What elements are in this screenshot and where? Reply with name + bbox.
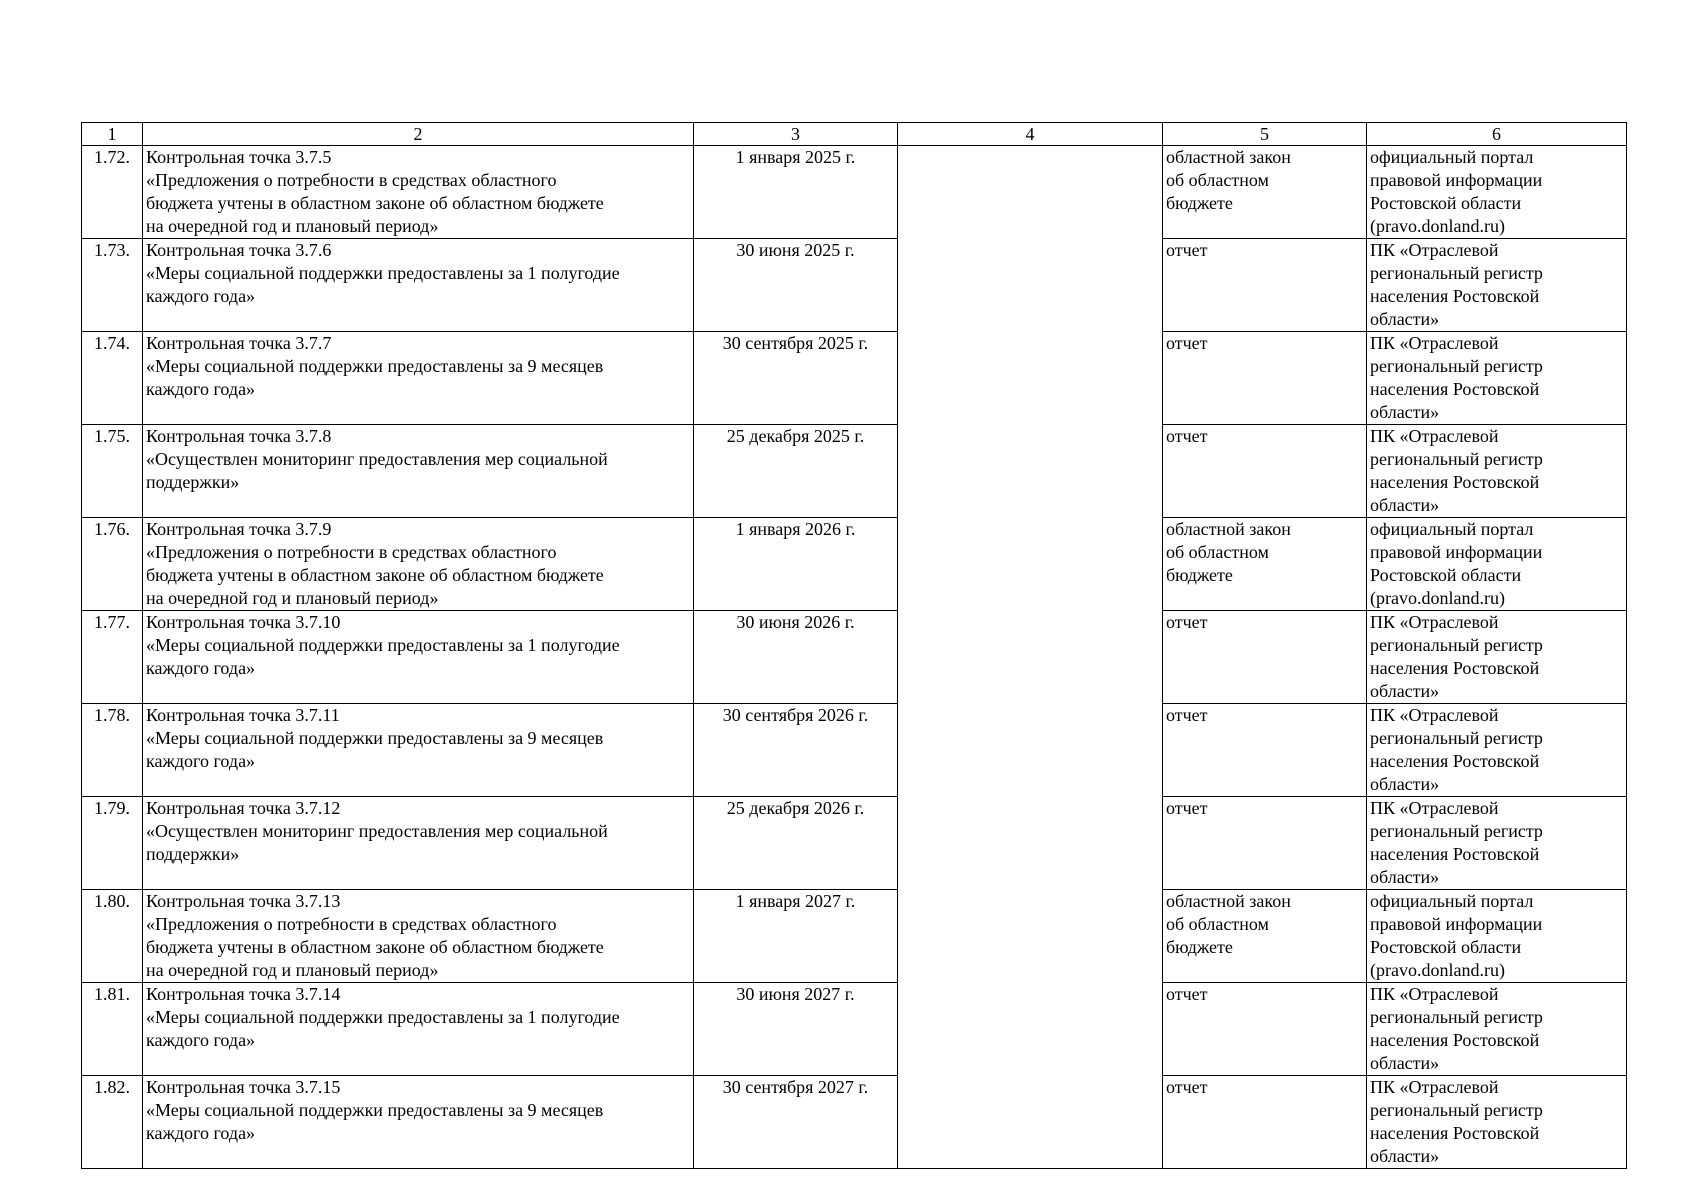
source-line: (pravo.donland.ru)	[1370, 216, 1505, 236]
control-point-description-line: каждого года»	[146, 1030, 256, 1050]
control-point-description-line: каждого года»	[146, 286, 256, 306]
table-row	[82, 239, 1627, 332]
control-point-title: Контрольная точка 3.7.11	[146, 705, 340, 725]
row-description	[143, 425, 694, 518]
row-source	[1367, 890, 1627, 983]
row-description	[143, 704, 694, 797]
table-row	[82, 146, 1627, 239]
row-source	[1367, 518, 1627, 611]
row-source	[1367, 332, 1627, 425]
row-number: 1.80.	[82, 890, 143, 983]
control-point-description-line: «Меры социальной поддержки предоставлены за 9 месяцев	[146, 356, 604, 376]
row-date: 25 декабря 2026 г.	[694, 797, 898, 890]
source-line: населения Ростовской	[1370, 1030, 1540, 1050]
row-document-type	[1163, 239, 1367, 332]
source-line: правовой информации	[1370, 170, 1543, 190]
control-point-description-line: бюджета учтены в областном законе об областном бюджете	[146, 193, 604, 213]
row-number: 1.78.	[82, 704, 143, 797]
control-point-description-line: каждого года»	[146, 658, 256, 678]
source-line: ПК «Отраслевой	[1370, 1077, 1499, 1097]
row-date: 30 июня 2026 г.	[694, 611, 898, 704]
source-line: ПК «Отраслевой	[1370, 984, 1499, 1004]
document-type-line: отчет	[1166, 612, 1208, 632]
row-date: 1 января 2026 г.	[694, 518, 898, 611]
source-line: области»	[1370, 681, 1440, 701]
source-line: региональный регистр	[1370, 1100, 1543, 1120]
control-point-description-line: «Осуществлен мониторинг предоставления мер социальной	[146, 449, 608, 469]
source-line: населения Ростовской	[1370, 286, 1540, 306]
source-line: населения Ростовской	[1370, 1123, 1540, 1143]
header-cell-5: 5	[1163, 123, 1367, 146]
row-source	[1367, 425, 1627, 518]
row-number: 1.79.	[82, 797, 143, 890]
control-point-description-line: бюджета учтены в областном законе об областном бюджете	[146, 565, 604, 585]
document-type-line: отчет	[1166, 984, 1208, 1004]
source-line: населения Ростовской	[1370, 379, 1540, 399]
document-type-line: отчет	[1166, 1077, 1208, 1097]
row-source	[1367, 611, 1627, 704]
row-document-type	[1163, 518, 1367, 611]
document-type-line: областной закон	[1166, 147, 1291, 167]
row-document-type	[1163, 146, 1367, 239]
row-document-type	[1163, 332, 1367, 425]
table-body	[82, 123, 1627, 1169]
source-line: правовой информации	[1370, 542, 1543, 562]
header-cell-6: 6	[1367, 123, 1627, 146]
row-document-type	[1163, 611, 1367, 704]
document-type-line: отчет	[1166, 426, 1208, 446]
source-line: (pravo.donland.ru)	[1370, 588, 1505, 608]
table-row	[82, 1076, 1627, 1169]
source-line: ПК «Отраслевой	[1370, 333, 1499, 353]
row-document-type	[1163, 1076, 1367, 1169]
document-type-line: отчет	[1166, 798, 1208, 818]
control-point-title: Контрольная точка 3.7.7	[146, 333, 332, 353]
row-number: 1.81.	[82, 983, 143, 1076]
source-line: области»	[1370, 867, 1440, 887]
source-line: официальный портал	[1370, 891, 1534, 911]
row-number: 1.74.	[82, 332, 143, 425]
control-point-description-line: на очередной год и плановый период»	[146, 588, 439, 608]
control-point-title: Контрольная точка 3.7.6	[146, 240, 332, 260]
row-date: 25 декабря 2025 г.	[694, 425, 898, 518]
control-point-description-line: «Предложения о потребности в средствах областного	[146, 170, 557, 190]
table-row	[82, 518, 1627, 611]
header-cell-3: 3	[694, 123, 898, 146]
row-document-type	[1163, 890, 1367, 983]
control-point-description-line: бюджета учтены в областном законе об областном бюджете	[146, 937, 604, 957]
row-description	[143, 146, 694, 239]
document-type-line: об областном	[1166, 542, 1269, 562]
source-line: ПК «Отраслевой	[1370, 705, 1499, 725]
row-number: 1.82.	[82, 1076, 143, 1169]
control-point-description-line: на очередной год и плановый период»	[146, 216, 439, 236]
source-line: Ростовской области	[1370, 937, 1522, 957]
control-point-description-line: поддержки»	[146, 844, 240, 864]
row-source	[1367, 704, 1627, 797]
control-point-title: Контрольная точка 3.7.12	[146, 798, 341, 818]
control-point-description-line: «Меры социальной поддержки предоставлены за 1 полугодие	[146, 263, 620, 283]
header-cell-1: 1	[82, 123, 143, 146]
control-point-title: Контрольная точка 3.7.10	[146, 612, 341, 632]
source-line: официальный портал	[1370, 519, 1534, 539]
source-line: ПК «Отраслевой	[1370, 240, 1499, 260]
source-line: области»	[1370, 1053, 1440, 1073]
row-document-type	[1163, 983, 1367, 1076]
row-source	[1367, 239, 1627, 332]
row-number: 1.73.	[82, 239, 143, 332]
table-row	[82, 797, 1627, 890]
source-line: населения Ростовской	[1370, 658, 1540, 678]
row-date: 30 июня 2025 г.	[694, 239, 898, 332]
table-row	[82, 890, 1627, 983]
source-line: Ростовской области	[1370, 565, 1522, 585]
row-source	[1367, 146, 1627, 239]
row-description	[143, 797, 694, 890]
source-line: ПК «Отраслевой	[1370, 798, 1499, 818]
control-point-description-line: «Меры социальной поддержки предоставлены за 1 полугодие	[146, 635, 620, 655]
row-document-type	[1163, 704, 1367, 797]
row-description	[143, 518, 694, 611]
row-date: 1 января 2025 г.	[694, 146, 898, 239]
source-line: региональный регистр	[1370, 449, 1543, 469]
row-number: 1.76.	[82, 518, 143, 611]
source-line: населения Ростовской	[1370, 751, 1540, 771]
document-type-line: бюджете	[1166, 937, 1233, 957]
control-point-description-line: каждого года»	[146, 1123, 256, 1143]
document-type-line: отчет	[1166, 240, 1208, 260]
column-4-merged-cell	[898, 146, 1163, 1169]
row-number: 1.72.	[82, 146, 143, 239]
document-type-line: бюджете	[1166, 193, 1233, 213]
source-line: области»	[1370, 309, 1440, 329]
control-point-description-line: «Меры социальной поддержки предоставлены за 9 месяцев	[146, 1100, 604, 1120]
row-date: 1 января 2027 г.	[694, 890, 898, 983]
row-number: 1.75.	[82, 425, 143, 518]
control-point-title: Контрольная точка 3.7.15	[146, 1077, 341, 1097]
row-source	[1367, 983, 1627, 1076]
source-line: области»	[1370, 1146, 1440, 1166]
source-line: региональный регистр	[1370, 728, 1543, 748]
row-description	[143, 332, 694, 425]
document-type-line: областной закон	[1166, 891, 1291, 911]
source-line: области»	[1370, 402, 1440, 422]
control-point-description-line: каждого года»	[146, 751, 256, 771]
row-document-type	[1163, 797, 1367, 890]
row-description	[143, 983, 694, 1076]
document-type-line: отчет	[1166, 333, 1208, 353]
source-line: (pravo.donland.ru)	[1370, 960, 1505, 980]
source-line: региональный регистр	[1370, 263, 1543, 283]
row-document-type	[1163, 425, 1367, 518]
row-description	[143, 239, 694, 332]
row-description	[143, 890, 694, 983]
row-date: 30 сентября 2025 г.	[694, 332, 898, 425]
table-row	[82, 425, 1627, 518]
row-source	[1367, 1076, 1627, 1169]
control-point-title: Контрольная точка 3.7.8	[146, 426, 332, 446]
row-date: 30 июня 2027 г.	[694, 983, 898, 1076]
header-cell-4: 4	[898, 123, 1163, 146]
table-row	[82, 704, 1627, 797]
control-point-description-line: на очередной год и плановый период»	[146, 960, 439, 980]
row-date: 30 сентября 2027 г.	[694, 1076, 898, 1169]
header-cell-2: 2	[143, 123, 694, 146]
document-type-line: областной закон	[1166, 519, 1291, 539]
source-line: ПК «Отраслевой	[1370, 426, 1499, 446]
table-row	[82, 611, 1627, 704]
row-date: 30 сентября 2026 г.	[694, 704, 898, 797]
control-point-description-line: поддержки»	[146, 472, 240, 492]
source-line: региональный регистр	[1370, 1007, 1543, 1027]
control-point-title: Контрольная точка 3.7.5	[146, 147, 332, 167]
source-line: Ростовской области	[1370, 193, 1522, 213]
control-point-description-line: «Предложения о потребности в средствах областного	[146, 542, 557, 562]
row-number: 1.77.	[82, 611, 143, 704]
control-point-title: Контрольная точка 3.7.9	[146, 519, 332, 539]
source-line: региональный регистр	[1370, 635, 1543, 655]
table-row	[82, 332, 1627, 425]
control-point-description-line: «Осуществлен мониторинг предоставления мер социальной	[146, 821, 608, 841]
control-points-table	[81, 122, 1627, 1169]
control-point-description-line: «Меры социальной поддержки предоставлены за 1 полугодие	[146, 1007, 620, 1027]
source-line: области»	[1370, 495, 1440, 515]
control-point-description-line: каждого года»	[146, 379, 256, 399]
row-description	[143, 1076, 694, 1169]
document-type-line: об областном	[1166, 170, 1269, 190]
row-source	[1367, 797, 1627, 890]
document-type-line: бюджете	[1166, 565, 1233, 585]
header-row	[82, 123, 1627, 146]
source-line: официальный портал	[1370, 147, 1534, 167]
control-point-title: Контрольная точка 3.7.13	[146, 891, 341, 911]
document-type-line: об областном	[1166, 914, 1269, 934]
source-line: области»	[1370, 774, 1440, 794]
source-line: населения Ростовской	[1370, 472, 1540, 492]
source-line: правовой информации	[1370, 914, 1543, 934]
source-line: ПК «Отраслевой	[1370, 612, 1499, 632]
source-line: региональный регистр	[1370, 821, 1543, 841]
control-point-description-line: «Меры социальной поддержки предоставлены за 9 месяцев	[146, 728, 604, 748]
table-row	[82, 983, 1627, 1076]
document-type-line: отчет	[1166, 705, 1208, 725]
source-line: региональный регистр	[1370, 356, 1543, 376]
control-point-title: Контрольная точка 3.7.14	[146, 984, 341, 1004]
source-line: населения Ростовской	[1370, 844, 1540, 864]
row-description	[143, 611, 694, 704]
control-point-description-line: «Предложения о потребности в средствах областного	[146, 914, 557, 934]
